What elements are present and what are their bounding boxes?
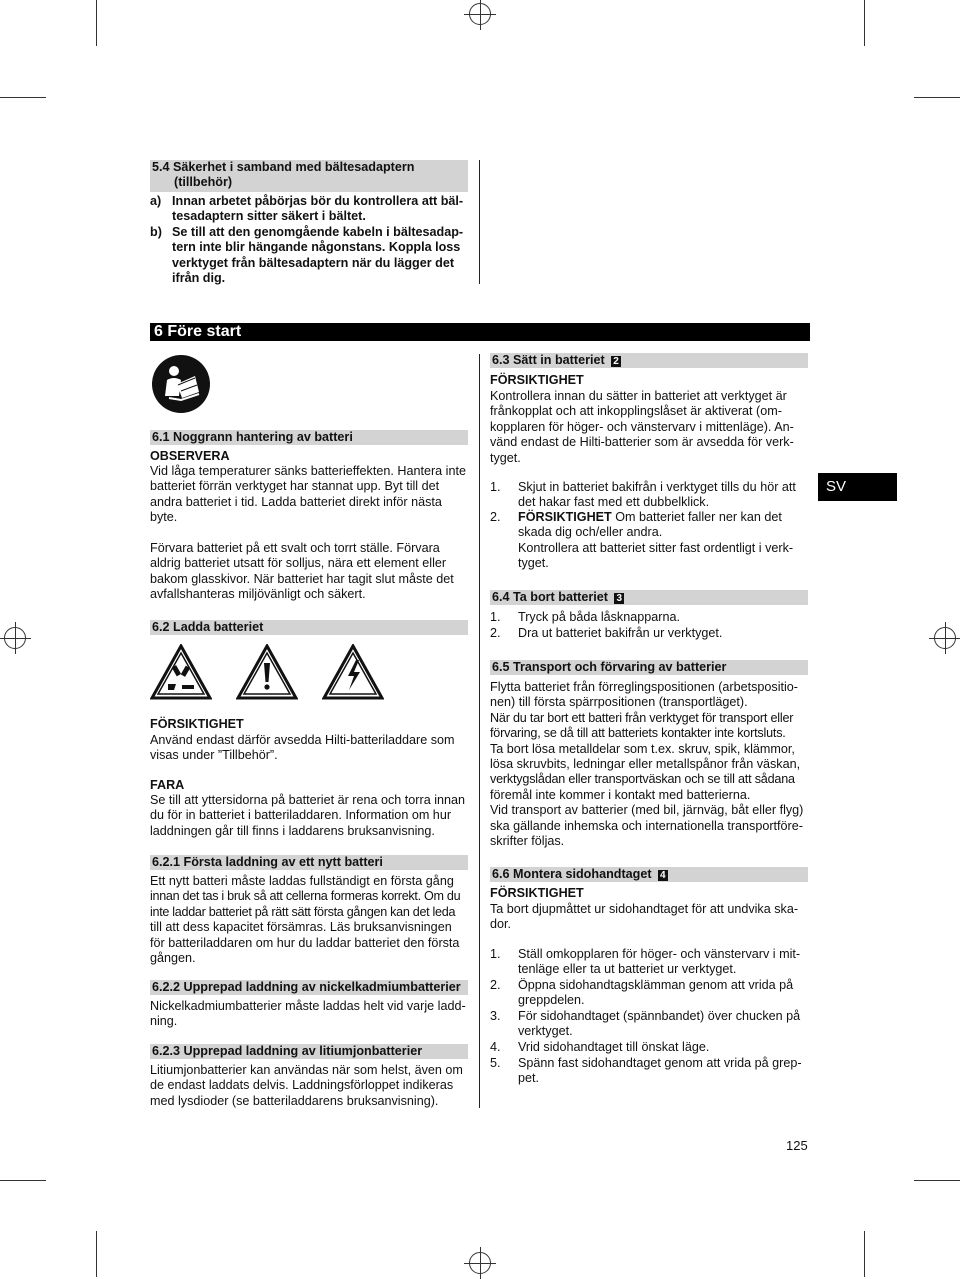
- text-line: Se till att yttersidorna på batteriet är rena och torra innan: [150, 793, 466, 807]
- text-line: skrifter följas.: [490, 834, 565, 849]
- crop-mark: [914, 1180, 960, 1181]
- text-line: vänd endast de Hilti-batterier som är avsedda för verk-: [490, 435, 794, 450]
- crop-mark: [96, 0, 97, 46]
- step-number: 3.: [490, 1009, 501, 1023]
- text-line: ska gällande inhemska och internationella transportföre-: [490, 818, 803, 833]
- column-rule: [479, 354, 480, 1108]
- text-line: ning.: [150, 1014, 178, 1029]
- registration-mark: [934, 627, 956, 649]
- crop-mark: [864, 1231, 865, 1277]
- text-line: lösa skruvbits, ledningar eller metallspånor från väskan,: [490, 757, 801, 772]
- text-line: Nickelkadmiumbatterier måste laddas helt vid varje ladd-: [150, 999, 466, 1013]
- section-heading-6-2: 6.2 Ladda batteriet: [150, 620, 468, 635]
- caution-label: FÖRSIKTIGHET: [150, 717, 244, 731]
- text-line: Litiumjonbatterier kan användas när som helst, även om: [150, 1063, 463, 1077]
- text-line: Tryck på båda låsknapparna.: [518, 610, 680, 624]
- crop-mark: [96, 1231, 97, 1277]
- text-line: [518, 510, 812, 525]
- figure-ref-badge: 3: [616, 593, 622, 604]
- text-line: Vid transport av batterier (med bil, järnväg, båt eller flyg): [490, 803, 804, 818]
- section-heading-6-2-2: 6.2.2 Upprepad laddning av nickelkadmiumbatterier: [150, 980, 468, 995]
- text-line: bakom glasskivor. När batteriet har tagit slut måste det: [150, 571, 454, 586]
- text-line: Ta bort djupmåttet ur sidohandtaget för att undvika ska-: [490, 902, 799, 916]
- step-item: [490, 510, 812, 572]
- text-line: aldrig batteriet utsatt för solljus, nära ett element eller: [150, 556, 447, 571]
- text-line: innan det tas i bruk så att cellerna formeras korrekt. Om du: [150, 889, 461, 904]
- section-heading-6-6: [490, 867, 808, 882]
- heading-line: (tillbehör): [174, 175, 233, 189]
- text-line: Vid låga temperaturer sänks batterieffekten. Hantera inte: [150, 464, 466, 478]
- section-heading-6-1: 6.1 Noggrann hantering av batteri: [150, 430, 468, 445]
- text-line: verktygslådan eller transportväskan och se till att sådana: [490, 772, 795, 787]
- step-item: [490, 1009, 812, 1040]
- general-warning-icon: [236, 644, 298, 700]
- language-tab: [818, 473, 897, 501]
- text-line: För sidohandtaget (spännbandet) över chucken på: [518, 1009, 801, 1023]
- text-line: frånkopplat och att inkopplingslåset är aktiverat (om-: [490, 404, 782, 419]
- text-line: Vrid sidohandtaget till önskat läge.: [518, 1040, 710, 1054]
- paragraph: [150, 874, 472, 966]
- list-item-a: [150, 194, 470, 225]
- paragraph: [150, 733, 470, 764]
- step-number: 1.: [490, 610, 501, 624]
- chapter-bar: [150, 323, 810, 341]
- heading-line: 5.4 Säkerhet i samband med bältesadaptern: [152, 160, 415, 174]
- text-line: Ta bort lösa metalldelar som t.ex. skruv, spik, klämmor,: [490, 741, 795, 756]
- item-marker: a): [150, 194, 162, 208]
- step-number: 1.: [490, 947, 501, 961]
- text-line: När du tar bort ett batteri från verktyget för transport eller: [490, 710, 794, 725]
- text-line: byte.: [150, 510, 178, 525]
- text-line: Använd endast därför avsedda Hilti-batteriladdare som: [150, 733, 455, 747]
- text-line: dor.: [490, 917, 512, 932]
- text-line: till att dess kapacitet försämras. Läs bruksanvisningen: [150, 920, 452, 935]
- electric-hazard-icon: [322, 644, 384, 700]
- text-line: Ställ omkopplaren för höger- och vänstervarv i mit-: [518, 947, 801, 961]
- text-line: förvaring, se då till att batteriets kontakter inte kortsluts.: [490, 726, 786, 741]
- text-line: laddningen går till finns i laddarens bruksanvisning.: [150, 823, 435, 838]
- language-tab-label: SV: [826, 478, 847, 495]
- text-line: Ett nytt batteri måste laddas fullständigt en första gång: [150, 874, 454, 888]
- text-line: tesadaptern sitter säkert i bältet.: [172, 209, 366, 224]
- text-fragment: Om batteriet faller ner kan det: [611, 510, 782, 524]
- text-line: ifrån dig.: [172, 271, 226, 286]
- text-line: Se till att den genomgående kabeln i bältesadap-: [172, 225, 464, 239]
- corrosive-warning-icon: [150, 644, 212, 700]
- step-item: [490, 1040, 812, 1055]
- section-heading-6-2-3: 6.2.3 Upprepad laddning av litiumjonbatterier: [150, 1044, 468, 1059]
- text-line: Kontrollera innan du sätter in batteriet att verktyget är: [490, 389, 787, 403]
- text-line: visas under ”Tillbehör”.: [150, 748, 278, 763]
- text-line: för batteriladdaren om hur du laddar batteriet den första: [150, 935, 460, 950]
- text-line: batteriet förrän verktyget har stannat upp. Byt till det: [150, 479, 440, 494]
- text-line: nen) till första spärrpositionen (transportläget).: [490, 695, 748, 710]
- paragraph: [150, 464, 470, 526]
- crop-mark: [914, 97, 960, 98]
- text-line: pet.: [518, 1071, 540, 1086]
- text-line: Förvara batteriet på ett svalt och torrt ställe. Förvara: [150, 541, 440, 555]
- paragraph: [490, 389, 812, 466]
- paragraph: [490, 680, 814, 849]
- text-line: tern inte blir hängande någonstans. Koppla loss: [172, 240, 461, 255]
- crop-mark: [864, 0, 865, 46]
- text-line: Flytta batteriet från förreglingspositionen (arbetspositio-: [490, 680, 798, 694]
- step-item: [490, 480, 812, 511]
- step-number: 4.: [490, 1040, 501, 1054]
- text-line: Öppna sidohandtagsklämman genom att vrida på: [518, 978, 794, 992]
- column-rule: [479, 160, 480, 284]
- step-item: [490, 626, 812, 641]
- text-line: tenläge eller ta ut batteriet ur verktyget.: [518, 962, 737, 977]
- text-line: skada dig och/eller andra.: [518, 525, 663, 540]
- notice-label: OBSERVERA: [150, 449, 230, 463]
- text-line: Innan arbetet påbörjas bör du kontrollera att bäl-: [172, 194, 464, 208]
- text-line: Skjut in batteriet bakifrån i verktyget tills du hör att: [518, 480, 796, 494]
- text-line: verktyget.: [518, 1024, 573, 1039]
- step-item: [490, 947, 812, 978]
- caution-inline: FÖRSIKTIGHET: [518, 510, 612, 524]
- text-line: det hakar fast med ett dubbelklick.: [518, 495, 710, 510]
- text-line: med lysdioder (se batteriladdarens bruksanvisning).: [150, 1093, 439, 1108]
- crop-mark: [0, 97, 46, 98]
- step-number: 2.: [490, 510, 501, 524]
- item-marker: b): [150, 225, 162, 239]
- section-heading-5-4: [150, 160, 468, 192]
- figure-ref-badge: 2: [613, 356, 619, 367]
- heading-text: 6.3 Sätt in batteriet: [492, 353, 605, 367]
- figure-ref-badge: 4: [660, 870, 666, 881]
- step-item: [490, 978, 812, 1009]
- paragraph: [150, 999, 472, 1030]
- text-line: tyget.: [490, 450, 521, 465]
- registration-mark: [4, 627, 26, 649]
- text-line: föremål inte kommer i kontakt med batterierna.: [490, 787, 751, 802]
- heading-text: 6.6 Montera sidohandtaget: [492, 867, 652, 881]
- paragraph: [150, 1063, 472, 1109]
- text-line: greppdelen.: [518, 993, 585, 1008]
- caution-label: FÖRSIKTIGHET: [490, 373, 584, 387]
- danger-label: FARA: [150, 778, 185, 792]
- step-number: 5.: [490, 1056, 501, 1070]
- text-line: verktyget från bältesadaptern när du lägger det: [172, 255, 455, 270]
- text-line: andra batteriet i tid. Ladda batteriet direkt inför nästa: [150, 494, 442, 509]
- text-line: Kontrollera att batteriet sitter fast ordentligt i verk-: [518, 540, 794, 555]
- text-line: de endast laddats delvis. Laddningsförloppet indikeras: [150, 1078, 454, 1093]
- list-item-b: [150, 225, 470, 287]
- text-line: inte laddar batteriet på rätt sätt första gången kan det leda: [150, 904, 456, 919]
- heading-text: 6.4 Ta bort batteriet: [492, 590, 608, 604]
- section-heading-6-4: [490, 590, 808, 605]
- page-number: 125: [786, 1138, 808, 1153]
- section-heading-6-5: 6.5 Transport och förvaring av batterier: [490, 660, 808, 675]
- text-line: Dra ut batteriet bakifrån ur verktyget.: [518, 626, 723, 640]
- step-number: 2.: [490, 978, 501, 992]
- step-item: [490, 610, 812, 625]
- text-line: Spänn fast sidohandtaget genom att vrida på grep-: [518, 1056, 802, 1070]
- text-line: avfallshanteras miljövänligt och säkert.: [150, 587, 366, 602]
- paragraph: [150, 793, 470, 839]
- step-item: [490, 1056, 812, 1087]
- text-line: tyget.: [518, 556, 549, 571]
- step-number: 1.: [490, 480, 501, 494]
- section-heading-6-2-1: 6.2.1 Första laddning av ett nytt batteri: [150, 855, 468, 870]
- registration-mark: [469, 1252, 491, 1274]
- step-number: 2.: [490, 626, 501, 640]
- text-line: gången.: [150, 951, 196, 966]
- text-line: du för in batteriet i batteriladdaren. Information om hur: [150, 808, 452, 823]
- registration-mark: [469, 3, 491, 25]
- text-line: kopplaren för höger- och vänstervarv i mittenläge). An-: [490, 419, 794, 434]
- section-heading-6-3: [490, 353, 808, 368]
- paragraph: [490, 902, 812, 933]
- read-manual-icon: [151, 354, 211, 414]
- paragraph: [150, 541, 470, 603]
- chapter-title: 6 Före start: [154, 323, 242, 340]
- caution-label: FÖRSIKTIGHET: [490, 886, 584, 900]
- crop-mark: [0, 1180, 46, 1181]
